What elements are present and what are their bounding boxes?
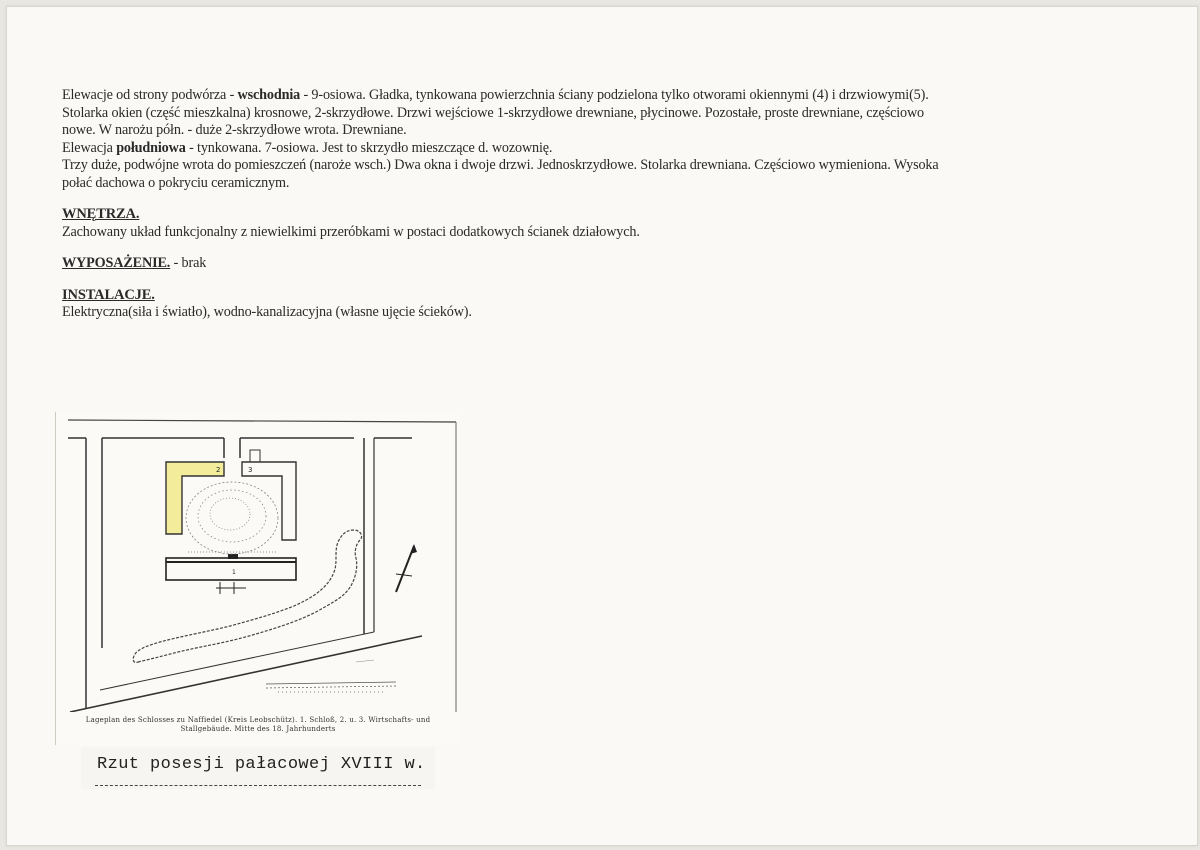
park-boundary	[133, 530, 361, 663]
equipment-heading: WYPOSAŻENIE.	[62, 255, 171, 271]
south-bold: południowa	[116, 139, 186, 156]
site-plan-drawing	[56, 412, 460, 712]
east-suffix: - 9-osiowa. Gładka, tynkowana powierzchnia ściany podzielona tylko otworami okiennymi (4) i drzwiowymi(5).	[300, 87, 929, 103]
map-annotation	[356, 660, 374, 662]
east-prefix: Elewacje od strony podwórza -	[62, 87, 238, 103]
south-line-2: Trzy duże, podwójne wrota do pomieszczeń (naroże wsch.) Dwa okna i dwoje drzwi. Jednoskrzydłowe. Stolarka drewniana. Częściowo wymieniona. Wysoka	[62, 157, 939, 173]
east-elevation-paragraph	[62, 87, 1152, 140]
east-line-2: Stolarka okien (część mieszkalna) krosnowe, 2-skrzydłowe. Drzwi wejściowe 1-skrzydłowe drewniane, płycinowe. Pozostałe, proste drewniane, częściowo	[62, 104, 925, 121]
small-outbuilding	[250, 450, 260, 462]
building-label: 2	[216, 466, 221, 474]
installations-text: Elektryczna(siła i światło), wodno-kanalizacyjna (własne ujęcie ścieków).	[62, 304, 472, 320]
caption-line-2: Stallgebäude. Mitte des 18. Jahrhunderts	[180, 725, 336, 733]
road-diagonal	[100, 632, 374, 690]
courtyard-garden	[186, 482, 278, 554]
interiors-text: Zachowany układ funkcjonalny z niewielkimi przeróbkami w postaci dodatkowych ścianek działowych.	[62, 223, 640, 240]
caption-line-1: Lageplan des Schlosses zu Naffiedel (Kreis Leobschütz). 1. Schloß, 2. u. 3. Wirtschafts- und	[85, 716, 431, 724]
scale-bar	[266, 682, 396, 692]
equipment-text: - brak	[170, 255, 207, 271]
figure-label: Rzut posesji pałacowej XVIII w.	[97, 755, 426, 774]
road-diagonal	[70, 636, 422, 712]
east-bold: wschodnia	[237, 87, 301, 103]
building-label: 1	[232, 569, 236, 576]
south-elevation-paragraph	[62, 140, 1152, 193]
south-suffix: - tynkowana. 7-osiowa. Jest to skrzydło mieszczące d. wozownię.	[185, 139, 553, 156]
building-1-entrance	[228, 554, 238, 559]
description-text	[62, 87, 1152, 322]
south-prefix: Elewacja	[62, 139, 117, 156]
north-arrow-icon	[396, 544, 417, 592]
interiors-heading: WNĘTRZA.	[62, 206, 140, 222]
interiors-section	[62, 206, 1152, 241]
equipment-section	[62, 255, 1152, 273]
building-label: 3	[248, 466, 253, 474]
plan-top-border	[68, 420, 456, 422]
figure-label-underline	[95, 785, 421, 786]
installations-heading: INSTALACJE.	[62, 286, 155, 303]
document-page	[6, 6, 1198, 846]
site-plan-figure	[55, 412, 460, 745]
installations-section	[62, 287, 1152, 322]
south-line-3: połać dachowa o pokryciu ceramicznym.	[62, 174, 290, 191]
figure-label-strip	[81, 747, 435, 789]
figure-caption	[56, 716, 460, 734]
east-line-3: nowe. W narożu półn. - duże 2-skrzydłowe wrota. Drewniane.	[62, 122, 407, 138]
